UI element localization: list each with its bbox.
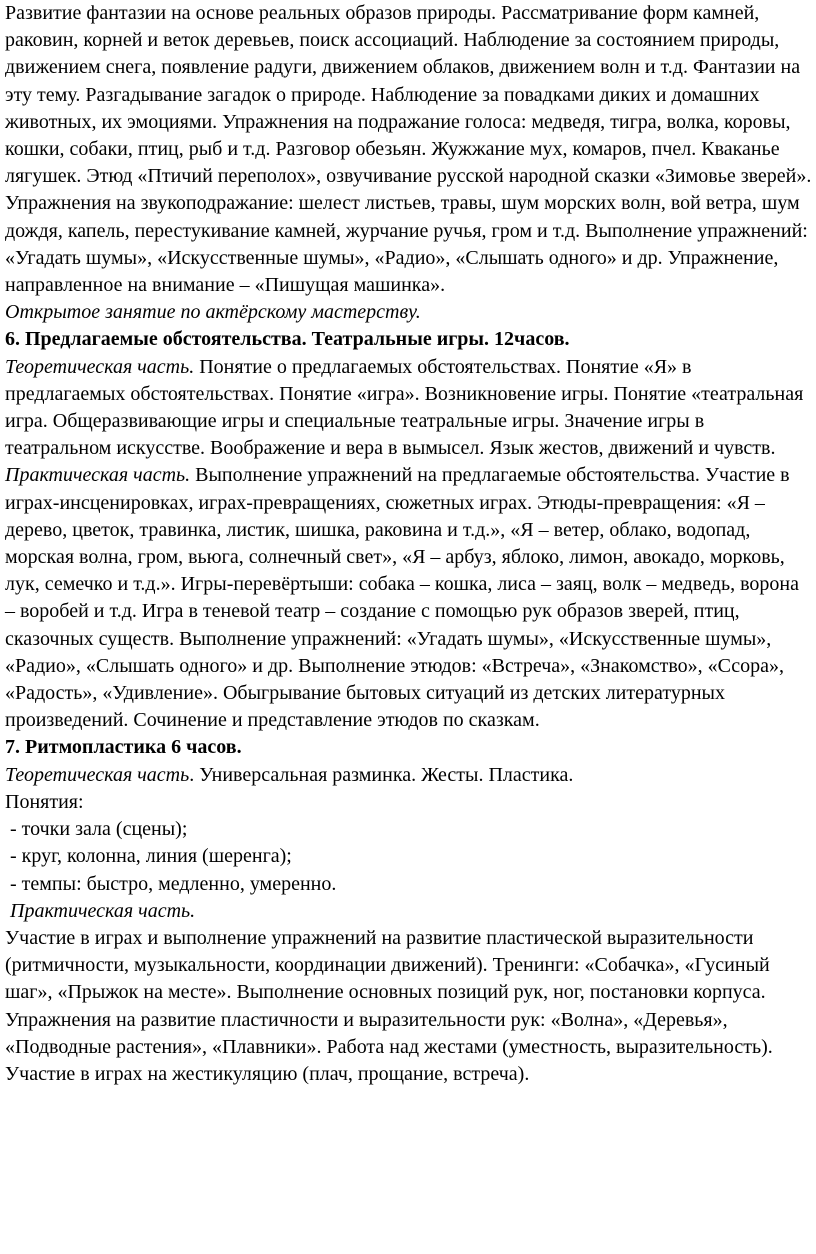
- concept-list-item: - круг, колонна, линия (шеренга);: [5, 845, 292, 868]
- concept-list-item: - темпы: быстро, медленно, умеренно.: [5, 872, 337, 895]
- section-6-practice-text: Выполнение упражнений на предлагаемые обстоятельства. Участие в играх-инсценировках, играх-превращениях, сюжетных играх. Этюды-превращения: «Я – дерево, цветок, травинка, листик, шишка, раковина и т.д.», «Я – ветер, облако, водопад, морская волна, гром, вьюга, солнечный свет», «Я – арбуз, яблоко, лимон, авокадо, морковь, лук, семечко и т.д.». Игры-перевёртыши: собака – кошка, лиса – заяц, волк – медведь, ворона – воробей и т.д. Игра в теневой театр – создание с помощью рук образов зверей, птиц, сказочных существ. Выполнение упражнений: «Угадать шумы», «Искусственные шумы», «Радио», «Слышать одного» и др. Выполнение этюдов: «Встреча», «Знакомство», «Ссора», «Радость», «Удивление». Обыгрывание бытовых ситуаций из детских литературных произведений. Сочинение и представление этюдов по сказкам.: [5, 464, 799, 732]
- section-7-concepts-label: Понятия:: [5, 790, 84, 813]
- section-6-practice-label: Практическая часть.: [5, 464, 191, 487]
- section-6-theory-text: Понятие о предлагаемых обстоятельствах. Понятие «Я» в предлагаемых обстоятельствах. Понятие «игра». Возникновение игры. Понятие «театральная игра. Общеразвивающие игры и специальные театральные игры. Значение игры в театральном искусстве. Воображение и вера в вымысел. Язык жестов, движений и чувств.: [5, 355, 804, 460]
- section-7-theory-label: Теоретическая часть: [5, 763, 190, 786]
- section-6-practice-paragraph: [5, 462, 813, 734]
- section-7-theory-paragraph: [5, 762, 813, 789]
- section-6-theory-paragraph: [5, 354, 813, 463]
- section-7-heading: 7. Ритмопластика 6 часов.: [5, 736, 242, 759]
- section-6-theory-label: Теоретическая часть.: [5, 355, 195, 378]
- section-7-practice-label: Практическая часть.: [5, 899, 196, 922]
- open-lesson-note: Открытое занятие по актёрскому мастерству.: [5, 301, 421, 324]
- section-7-practice-text: Участие в играх и выполнение упражнений на развитие пластической выразительности (ритмичности, музыкальности, координации движений). Тренинги: «Собачка», «Гусиный шаг», «Прыжок на месте». Выполнение основных позиций рук, ног, постановки корпуса. Упражнения на развитие пластичности и выразительности рук: «Волна», «Деревья», «Подводные растения», «Плавники». Работа над жестами (уместность, выразительность). Участие в играх на жестикуляцию (плач, прощание, встреча).: [5, 926, 773, 1085]
- intro-paragraph: Развитие фантазии на основе реальных образов природы. Рассматривание форм камней, раковин, корней и веток деревьев, поиск ассоциаций. Наблюдение за состоянием природы, движением снега, появление радуги, движением облаков, движением волн и т.д. Фантазии на эту тему. Разгадывание загадок о природе. Наблюдение за повадками диких и домашних животных, их эмоциями. Упражнения на подражание голоса: медведя, тигра, волка, коровы, кошки, собаки, птиц, рыб и т.д. Разговор обезьян. Жужжание мух, комаров, пчел. Кваканье лягушек. Этюд «Птичий переполох», озвучивание русской народной сказки «Зимовье зверей». Упражнения на звукоподражание: шелест листьев, травы, шум морских волн, вой ветра, шум дождя, капель, перестукивание камней, журчание ручья, гром и т.д. Выполнение упражнений: «Угадать шумы», «Искусственные шумы», «Радио», «Слышать одного» и др. Упражнение, направленное на внимание – «Пишущая машинка».: [5, 2, 812, 297]
- concept-list-item: - точки зала (сцены);: [5, 818, 188, 841]
- document-page: [5, 0, 813, 1088]
- section-6-heading: 6. Предлагаемые обстоятельства. Театральные игры. 12часов.: [5, 328, 570, 351]
- section-7-theory-text: . Универсальная разминка. Жесты. Пластика.: [189, 763, 574, 786]
